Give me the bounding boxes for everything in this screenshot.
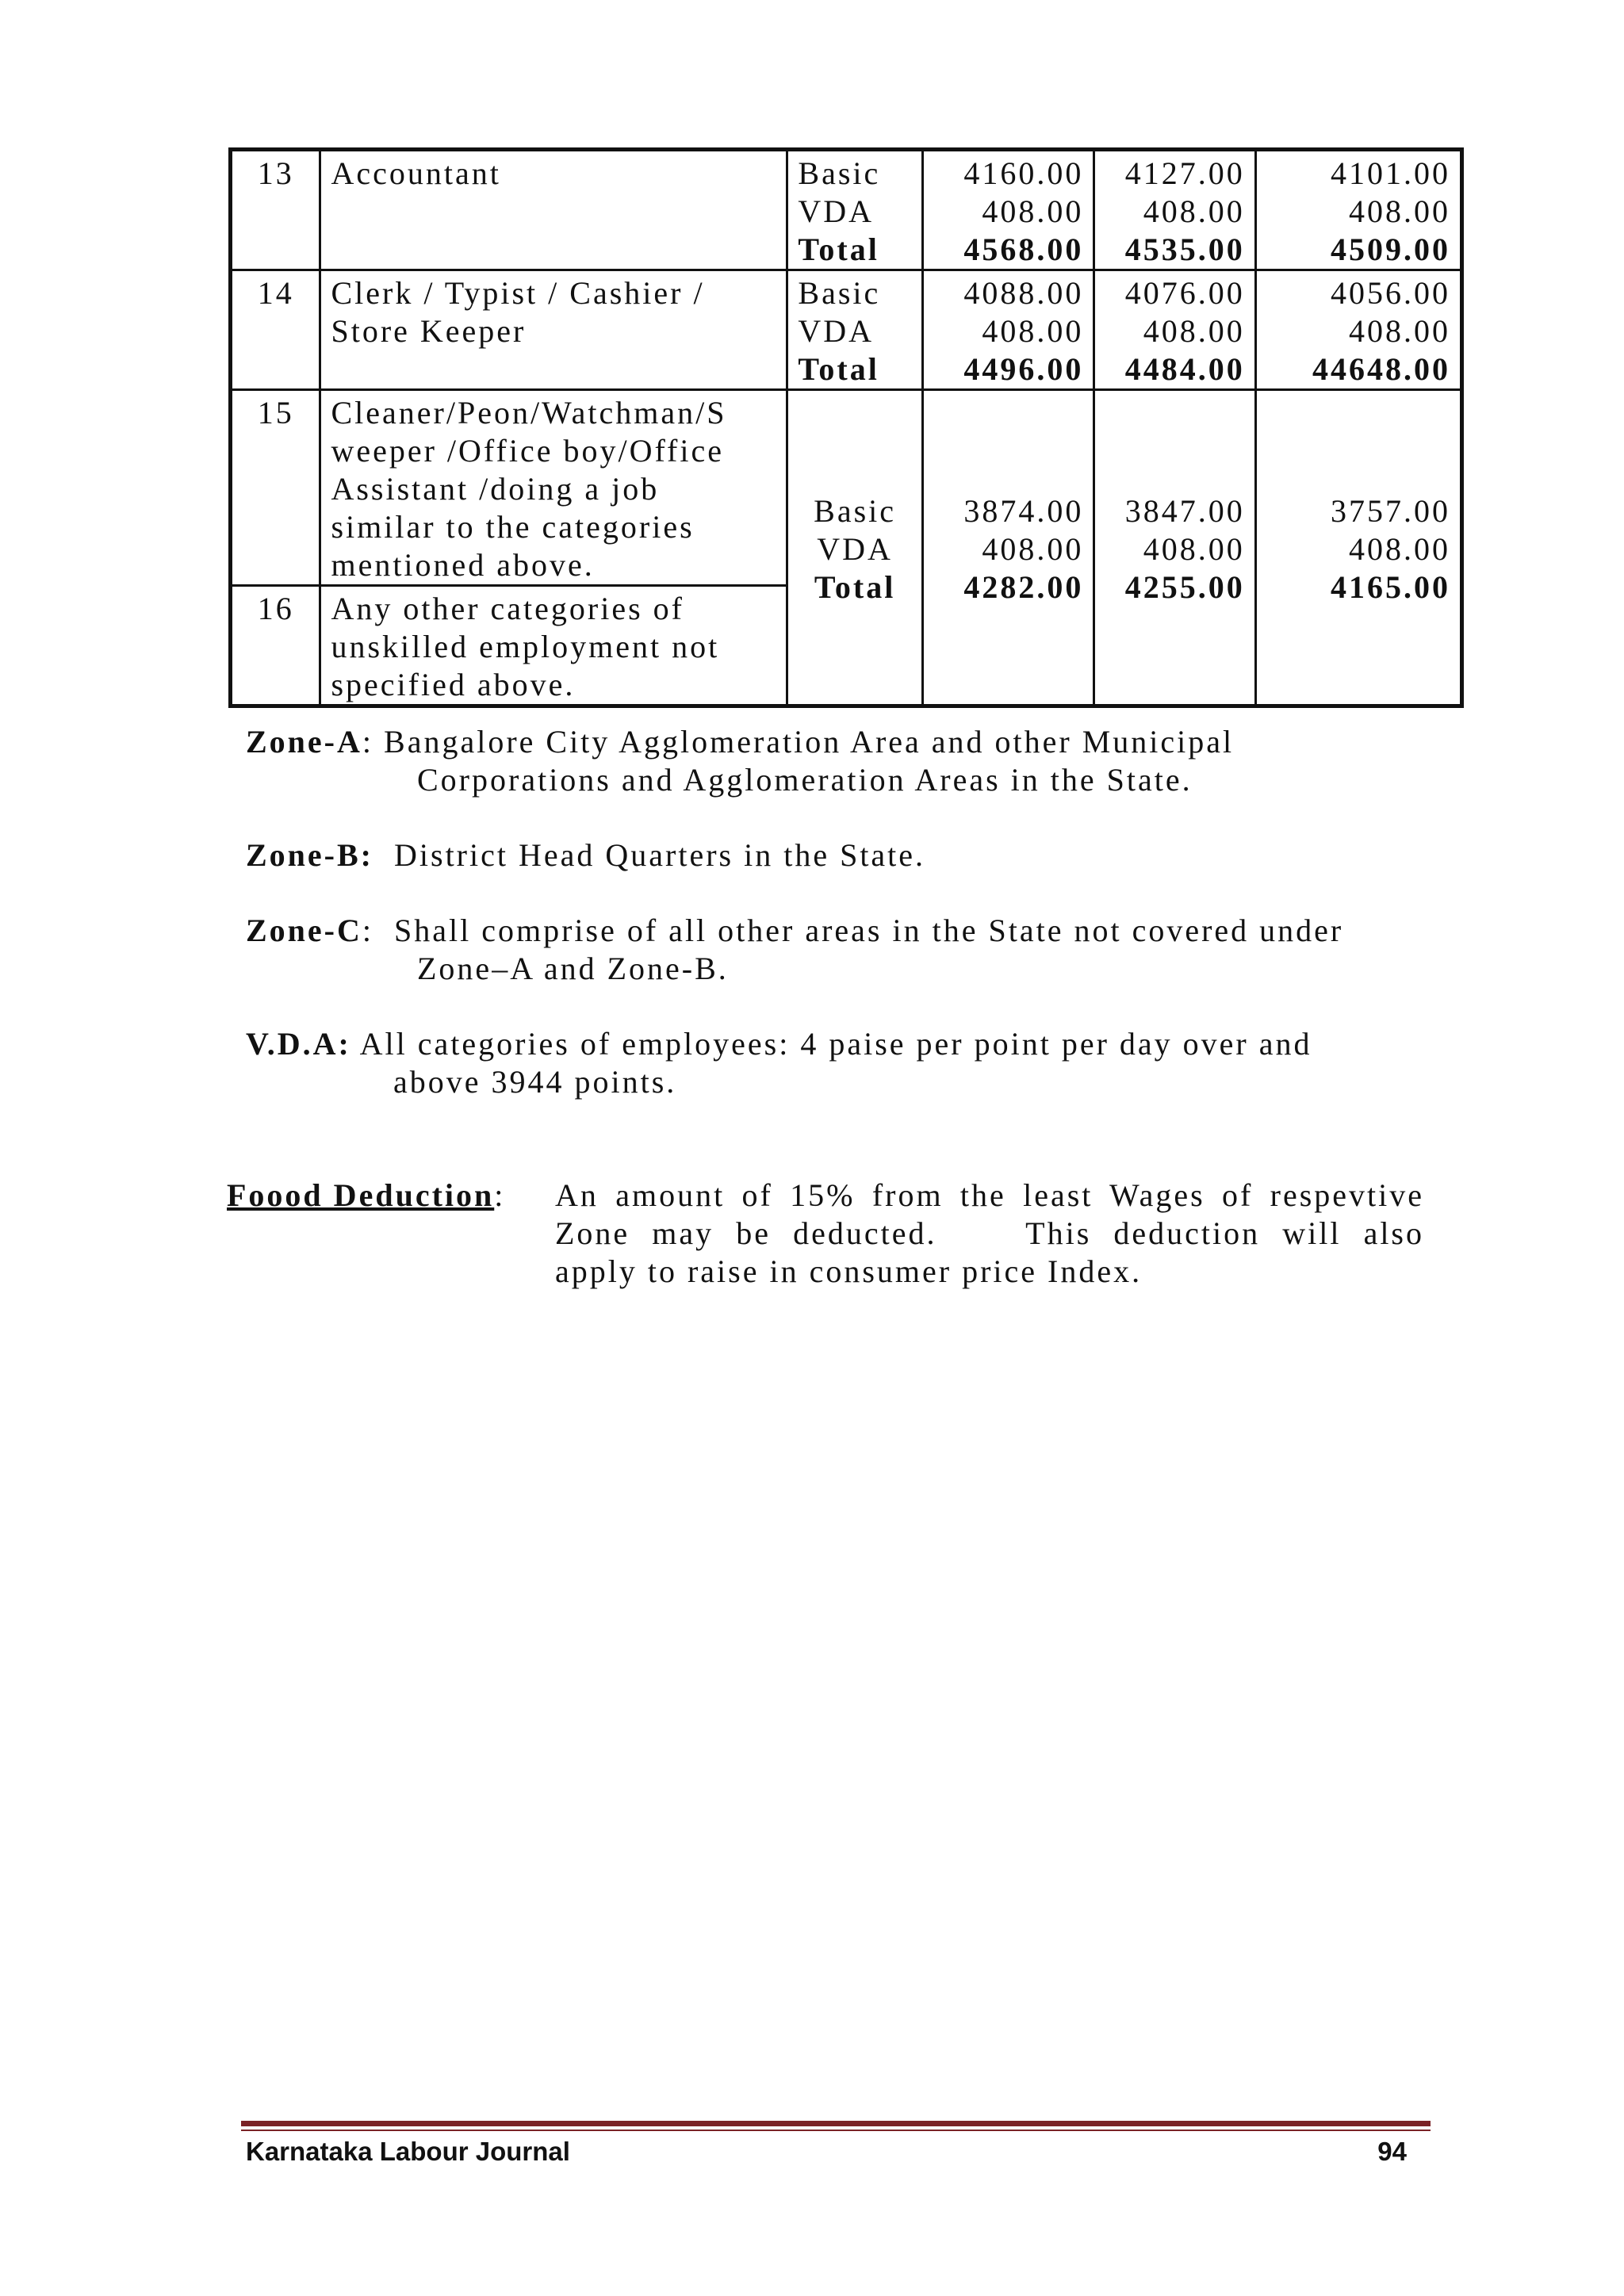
zone-a-separator: : [362,724,374,760]
total-value: 4568.00 [963,232,1084,267]
zone-b-key: Zone-B: [246,837,373,873]
category-line: Accountant [331,155,501,191]
total-value: 44648.00 [1312,351,1450,387]
vda-value: 408.00 [982,530,1084,567]
vda-value: 408.00 [1349,530,1450,567]
vda-note [246,1025,1424,1101]
vda-value: 408.00 [982,193,1084,229]
vda-value: 408.00 [982,313,1084,349]
vda-value: 408.00 [1143,313,1245,349]
category-cell [320,270,787,390]
zone-c-separator: : [362,913,374,948]
total-value: 4484.00 [1124,351,1245,387]
journal-title: Karnataka Labour Journal [246,2137,570,2166]
basic-value: 3757.00 [1331,492,1450,529]
total-value: 4509.00 [1331,232,1450,267]
pay-label-cell [787,270,922,390]
category-line: Clerk / Typist / Cashier / [331,275,705,311]
zone-c-cell [1255,390,1461,706]
zone-c-cell [1255,270,1461,390]
basic-value: 4127.00 [1124,155,1245,191]
vda-value: 408.00 [1143,530,1245,567]
food-deduction-separator: : [494,1177,506,1213]
zone-c-line [246,912,1424,950]
zone-b-cell [1094,270,1255,390]
vda-label: VDA [798,193,875,229]
category-line: similar to the categories [331,509,695,545]
table-row [231,390,1462,586]
total-value: 4496.00 [963,351,1084,387]
basic-label: Basic [798,275,881,311]
serial-number: 14 [231,270,320,390]
zone-a-note [246,723,1424,799]
category-line: unskilled employment not [331,629,720,664]
food-deduction-key: Foood Deduction [227,1177,495,1213]
zone-b-cell [1094,390,1255,706]
footer-rule-thin [241,2130,1431,2131]
vda-value: 408.00 [1349,313,1450,349]
basic-value: 3874.00 [963,492,1084,529]
basic-label: Basic [798,155,881,191]
zone-a-key: Zone-A [246,724,362,760]
zone-a-cell [922,270,1094,390]
basic-label: Basic [814,492,897,529]
category-cell [320,150,787,270]
zone-c-cell [1255,150,1461,270]
zone-c-key: Zone-C [246,913,362,948]
zone-b-text: District Head Quarters in the State. [394,837,926,873]
category-cell [320,586,787,706]
basic-value: 4088.00 [963,275,1084,311]
zone-a-cell [922,390,1094,706]
total-label: Total [798,232,879,267]
food-deduction-line: Zone may be deducted. This deduction will also [555,1215,1424,1251]
table-row [231,150,1462,270]
basic-value: 4056.00 [1331,275,1450,311]
basic-value: 4076.00 [1124,275,1245,311]
zone-c-continuation: Zone–A and Zone-B. [417,951,729,986]
pay-label-cell [787,390,922,706]
category-line: Any other categories of [331,591,684,626]
total-value: 4165.00 [1331,568,1450,605]
vda-continuation: above 3944 points. [393,1064,677,1100]
vda-value: 408.00 [1349,193,1450,229]
page-number: 94 [1377,2137,1407,2166]
zone-c-note [246,912,1424,988]
category-line: Store Keeper [331,313,527,349]
zone-a-cell [922,150,1094,270]
footer-rule [241,2121,1431,2126]
total-value: 4255.00 [1124,568,1245,605]
serial-number: 15 [231,390,320,586]
zone-c-text: Shall comprise of all other areas in the State not covered under [394,913,1344,948]
vda-line [246,1025,1424,1063]
total-value: 4535.00 [1124,232,1245,267]
basic-value: 4101.00 [1331,155,1450,191]
wage-table [228,147,1464,708]
basic-value: 3847.00 [1124,492,1245,529]
vda-value: 408.00 [1143,193,1245,229]
zone-a-text: Bangalore City Agglomeration Area and other Municipal [384,724,1235,760]
table-row [231,270,1462,390]
vda-label: VDA [817,530,893,567]
vda-text: All categories of employees: 4 paise per point per day over and [359,1026,1312,1062]
zone-a-continuation: Corporations and Agglomeration Areas in the State. [417,762,1193,798]
category-line: specified above. [331,667,576,702]
zone-b-cell [1094,150,1255,270]
category-line: weeper /Office boy/Office [331,433,724,469]
basic-value: 4160.00 [963,155,1084,191]
total-value: 4282.00 [963,568,1084,605]
category-line: Cleaner/Peon/Watchman/S [331,395,727,430]
food-deduction-line: apply to raise in consumer price Index. [555,1253,1143,1289]
category-cell [320,390,787,586]
serial-number: 13 [231,150,320,270]
food-deduction-line: An amount of 15% from the least Wages of respevtive [555,1177,1424,1213]
zone-b-note [246,836,1424,874]
food-deduction-note [227,1177,1424,1291]
category-line: Assistant /doing a job [331,471,660,507]
pay-label-cell [787,150,922,270]
total-label: Total [798,351,879,387]
vda-label: VDA [798,313,875,349]
vda-key: V.D.A: [246,1026,351,1062]
serial-number: 16 [231,586,320,706]
total-label: Total [814,568,896,605]
page-footer [246,2137,1407,2167]
category-line: mentioned above. [331,547,595,583]
zone-a-line [246,723,1424,761]
